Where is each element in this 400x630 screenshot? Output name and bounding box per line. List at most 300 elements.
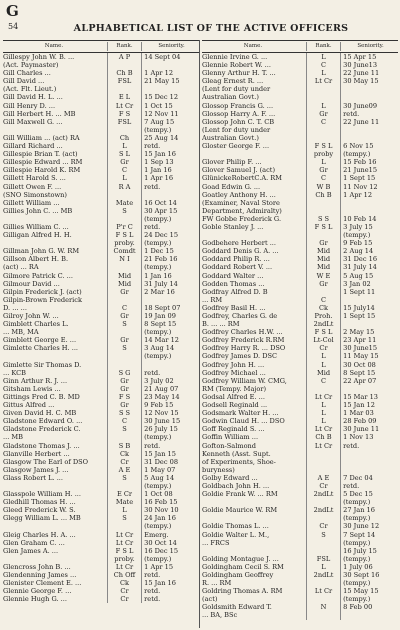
- officer-rank: C: [108, 304, 142, 312]
- officer-seniority: 1 Dec 15: [144, 247, 174, 256]
- officer-seniority: 5 Dec 15: [343, 490, 373, 499]
- officer-rank: [108, 361, 142, 369]
- officer-rank: Cr: [307, 482, 341, 490]
- officer-name: Godfrey William W. CMG,: [202, 377, 307, 385]
- table-row: [202, 320, 398, 328]
- officer-rank: Gr: [307, 239, 341, 247]
- officer-rank: F S L: [307, 328, 341, 336]
- officer-name: ... RM: [202, 296, 307, 304]
- officer-rank: N: [307, 603, 341, 611]
- table-row: [3, 158, 199, 166]
- officer-seniority: [341, 450, 398, 458]
- officer-seniority: [341, 207, 398, 215]
- officer-rank: [108, 215, 142, 223]
- officer-seniority: (tempy.): [343, 554, 371, 563]
- officer-rank: F S L: [307, 223, 341, 231]
- officer-rank: C: [307, 377, 341, 385]
- left-table-header: [3, 40, 199, 53]
- officer-name: buryness): [202, 466, 307, 474]
- officer-name: Gilpin-Brown Frederick: [3, 296, 108, 304]
- officer-name: Gillies John C. ... MB: [3, 207, 108, 215]
- table-row: [202, 539, 398, 547]
- table-row: [202, 344, 398, 352]
- officer-rank: L: [307, 361, 341, 369]
- table-row: [202, 450, 398, 458]
- officer-rank: FSL: [108, 118, 142, 126]
- officer-name: Godfrey Michael ...: [202, 369, 307, 377]
- officer-seniority: [341, 458, 398, 466]
- officer-rank: S: [108, 344, 142, 352]
- officer-rank: proby: [307, 150, 341, 158]
- table-row: [3, 466, 199, 474]
- officer-rank: FSL: [307, 555, 341, 563]
- officer-rank: E L: [108, 93, 142, 101]
- officer-rank: F S: [108, 393, 142, 401]
- officer-rank: S G: [108, 369, 142, 377]
- table-row: [202, 466, 398, 474]
- officer-rank: [307, 134, 341, 142]
- right-table-body: [202, 53, 398, 620]
- officer-name: [3, 522, 108, 530]
- officer-seniority: 1 Sept 15: [343, 174, 376, 183]
- officer-name: Godfrey Basil H. ...: [202, 304, 307, 312]
- officer-name: Goldie Thomas L. ...: [202, 522, 307, 530]
- officer-seniority: 21 Aug 07: [144, 384, 179, 393]
- officer-rank: Ck: [307, 304, 341, 312]
- table-row: [202, 352, 398, 360]
- table-row: [3, 142, 199, 150]
- table-row: [202, 272, 398, 280]
- table-row: [202, 401, 398, 409]
- table-row: [202, 231, 398, 239]
- officer-name: [202, 498, 307, 506]
- table-row: [3, 458, 199, 466]
- name-column-header: Name.: [202, 42, 307, 50]
- officer-name: Gimlette Sir Thomas D.: [3, 361, 108, 369]
- table-row: [3, 53, 199, 61]
- officer-seniority: 1 Sept 11: [343, 287, 376, 296]
- officer-name: Godfrey Harry R. ... DSO: [202, 344, 307, 352]
- officer-rank: C: [307, 296, 341, 304]
- table-row: [3, 579, 199, 587]
- officer-name: (Lent for duty under: [202, 126, 307, 134]
- table-row: [3, 369, 199, 377]
- officer-name: Gillard Richard ...: [3, 142, 108, 150]
- officer-name: Goldsmith Edward T.: [202, 603, 307, 611]
- officer-rank: Cr: [307, 522, 341, 530]
- table-row: [202, 223, 398, 231]
- officer-seniority: 12 Nov 15: [144, 409, 179, 418]
- officer-seniority: 30 June 11: [343, 425, 380, 434]
- officer-name: Godsell Reginald ...: [202, 401, 307, 409]
- officer-name: [3, 126, 108, 134]
- officer-name: Glanville Herbert ...: [3, 450, 108, 458]
- officer-rank: FSL: [108, 77, 142, 85]
- officer-rank: [108, 296, 142, 304]
- officer-seniority: 30 May 15: [343, 77, 379, 86]
- officer-name: [3, 352, 108, 360]
- officer-rank: [108, 522, 142, 530]
- table-row: [3, 344, 199, 352]
- officer-rank: L: [108, 142, 142, 150]
- table-row: [3, 328, 199, 336]
- officer-rank: S: [307, 531, 341, 539]
- table-row: [3, 134, 199, 142]
- table-row: [3, 514, 199, 522]
- officer-name: Godsal Alfred E. ...: [202, 393, 307, 401]
- officer-seniority: 2 May 15: [343, 328, 375, 337]
- officer-rank: F S L: [108, 231, 142, 239]
- officer-rank: Lt Cr: [307, 77, 341, 85]
- officer-name: Godfrey James D. DSC: [202, 352, 307, 360]
- table-row: [3, 377, 199, 385]
- officer-name: Goffin William ...: [202, 433, 307, 441]
- officer-seniority: 31 July 14: [144, 279, 178, 288]
- table-row: [3, 312, 199, 320]
- officer-rank: N I: [108, 255, 142, 263]
- officer-seniority: 31 Dec 16: [343, 255, 378, 264]
- officer-seniority: retd.: [144, 182, 161, 191]
- officer-rank: S: [108, 474, 142, 482]
- officer-name: Gilpin Frederick J. (act): [3, 288, 108, 296]
- officer-rank: [307, 288, 341, 296]
- officer-name: [202, 514, 307, 522]
- officer-name: GlünickeRobertC.A. RM: [202, 174, 307, 182]
- table-row: [202, 377, 398, 385]
- officer-seniority: [341, 611, 398, 619]
- officer-rank: L: [307, 158, 341, 166]
- officer-name: Australian Govt.): [202, 134, 307, 142]
- officer-rank: Proh.: [307, 312, 341, 320]
- officer-name: of Experiments, Shoe-: [202, 458, 307, 466]
- officer-name: Gillson Albert H. B.: [3, 255, 108, 263]
- officer-rank: [307, 93, 341, 101]
- officer-name: Goldie Maurice W. RM: [202, 506, 307, 514]
- officer-seniority: 30 June09: [343, 101, 378, 110]
- officer-seniority: (tempy.): [144, 328, 172, 337]
- table-row: [202, 118, 398, 126]
- table-row: [202, 587, 398, 595]
- officer-rank: C: [108, 417, 142, 425]
- officer-rank: [307, 547, 341, 555]
- officer-rank: C: [307, 61, 341, 69]
- officer-seniority: 15 Jan 12: [343, 401, 375, 410]
- officer-rank: A P: [108, 53, 142, 61]
- officer-rank: [307, 126, 341, 134]
- officer-name: Golding Montague J. ...: [202, 555, 307, 563]
- officer-seniority: 24 Dec 15: [144, 231, 179, 240]
- table-row: [3, 409, 199, 417]
- table-row: [202, 328, 398, 336]
- officer-name: (act) ... RA: [3, 263, 108, 271]
- officer-rank: S: [108, 425, 142, 433]
- officer-seniority: 3 Aug 14: [144, 344, 175, 353]
- table-row: [3, 506, 199, 514]
- officer-seniority: 30 Sept 16: [343, 571, 380, 579]
- officer-name: Gilroy John W. ...: [3, 312, 108, 320]
- officer-rank: C: [108, 166, 142, 174]
- officer-rank: proby.: [108, 555, 142, 563]
- name-column-header: Name.: [3, 42, 108, 50]
- officer-rank: Lt Cr: [307, 393, 341, 401]
- officer-seniority: 30 June 15: [144, 417, 181, 426]
- officer-rank: F S L: [108, 547, 142, 555]
- table-row: [3, 126, 199, 134]
- officer-rank: P'r C: [108, 223, 142, 231]
- section-letter: G: [6, 2, 19, 20]
- table-row: [202, 158, 398, 166]
- officer-name: Glegg William L. ... MB: [3, 514, 108, 522]
- officer-rank: [307, 595, 341, 603]
- officer-rank: L: [307, 352, 341, 360]
- officer-rank: Cr: [108, 458, 142, 466]
- officer-seniority: 3 July 02: [144, 376, 174, 385]
- table-row: [3, 482, 199, 490]
- officer-name: Goldie Frank W. ... RM: [202, 490, 307, 498]
- officer-seniority: 22 Apr 07: [343, 376, 377, 385]
- page-header: [0, 0, 400, 40]
- officer-name: Glover Samuel J. (act): [202, 166, 307, 174]
- table-row: [3, 255, 199, 263]
- officer-name: Gill David ...: [3, 77, 108, 85]
- officer-rank: S S: [307, 215, 341, 223]
- table-row: [3, 385, 199, 393]
- left-officer-table: [3, 40, 199, 628]
- officer-name: Glasspole William H. ...: [3, 490, 108, 498]
- officer-name: Gill Charles ...: [3, 69, 108, 77]
- officer-seniority: retd.: [144, 441, 161, 450]
- officer-name: Department, Admiralty): [202, 207, 307, 215]
- officer-rank: [108, 328, 142, 336]
- table-row: [202, 134, 398, 142]
- officer-rank: 2ndLt: [307, 506, 341, 514]
- officer-seniority: [142, 61, 199, 69]
- officer-name: Gillett Owen F. ...: [3, 183, 108, 191]
- officer-name: Gladstone Edward O. ...: [3, 417, 108, 425]
- officer-name: Ginn Arthur R. J. ...: [3, 377, 108, 385]
- table-row: [202, 247, 398, 255]
- officer-seniority: (tempy.): [343, 514, 371, 523]
- officer-seniority: 9 Feb 15: [144, 401, 174, 410]
- officer-rank: [307, 85, 341, 93]
- table-row: [202, 215, 398, 223]
- officer-name: Gill Herbert H. ... MB: [3, 110, 108, 118]
- officer-name: Glossop Francis G. ...: [202, 102, 307, 110]
- officer-name: Goddard Denis G. A. ...: [202, 247, 307, 255]
- officer-name: Glossop John C. T. CB: [202, 118, 307, 126]
- officer-name: Godfrey Frederick R.RM: [202, 336, 307, 344]
- right-table-header: [202, 40, 398, 53]
- officer-rank: Mid: [108, 280, 142, 288]
- table-row: [3, 531, 199, 539]
- officer-rank: Gr: [307, 110, 341, 118]
- table-row: [3, 231, 199, 239]
- officer-seniority: 30 June15: [343, 344, 378, 353]
- officer-rank: Mid: [108, 272, 142, 280]
- officer-seniority: (tempy.): [144, 125, 172, 134]
- officer-name: ... MB, MA: [3, 328, 108, 336]
- table-row: [3, 166, 199, 174]
- table-row: [3, 85, 199, 93]
- officer-seniority: 25 Aug 14: [144, 133, 179, 142]
- table-row: [3, 263, 199, 271]
- officer-rank: Mid: [307, 263, 341, 271]
- officer-rank: 2ndLt: [307, 571, 341, 579]
- officer-name: ... BA, BSc: [202, 611, 307, 619]
- table-row: [202, 498, 398, 506]
- officer-name: Godfrey Charles H.W. ...: [202, 328, 307, 336]
- officer-name: Glasgow James J. ...: [3, 466, 108, 474]
- table-row: [202, 207, 398, 215]
- officer-rank: Mate: [108, 498, 142, 506]
- officer-seniority: [341, 134, 398, 142]
- table-row: [3, 393, 199, 401]
- table-row: [3, 288, 199, 296]
- officer-rank: [108, 263, 142, 271]
- officer-name: Gill David H. L. ...: [3, 93, 108, 101]
- officer-rank: Lt Cr: [108, 531, 142, 539]
- table-row: [3, 571, 199, 579]
- officer-seniority: [341, 296, 398, 304]
- officer-seniority: [341, 126, 398, 134]
- officer-name: Goldie Walter L. M.,: [202, 531, 307, 539]
- table-row: [3, 425, 199, 433]
- officer-name: FW Gobbe Frederick G.: [202, 215, 307, 223]
- officer-seniority: (tempy.): [144, 433, 172, 442]
- officer-name: Gilmour David ...: [3, 280, 108, 288]
- table-row: [3, 247, 199, 255]
- officer-rank: [307, 466, 341, 474]
- table-row: [202, 150, 398, 158]
- table-row: [202, 369, 398, 377]
- officer-rank: Comdt: [108, 247, 142, 255]
- officer-rank: Ch B: [108, 69, 142, 77]
- officer-seniority: 5 Aug 14: [144, 473, 175, 482]
- officer-seniority: 1 Apr 12: [343, 190, 373, 199]
- officer-name: Glencross John B. ...: [3, 563, 108, 571]
- officer-seniority: 23 May 14: [144, 392, 180, 401]
- officer-seniority: 22 June 11: [343, 69, 380, 78]
- officer-seniority: 22 June 11: [343, 117, 380, 126]
- table-row: [3, 563, 199, 571]
- officer-rank: Lt Cr: [108, 539, 142, 547]
- officer-seniority: 15 Feb 16: [343, 158, 377, 167]
- page-title: ALPHABETICAL LIST OF THE ACTIVE OFFICERS: [73, 23, 349, 34]
- officer-rank: [108, 61, 142, 69]
- officer-seniority: 8 Sept 15: [343, 368, 376, 377]
- officer-seniority: Emerg.: [144, 530, 169, 539]
- table-row: [3, 336, 199, 344]
- officer-name: Australian Govt.): [202, 93, 307, 101]
- officer-name: (Act. Paymaster): [3, 61, 108, 69]
- officer-seniority: 26 July 15: [144, 425, 178, 434]
- officer-name: Gittus Alfred ...: [3, 401, 108, 409]
- officer-seniority: 1 Apr 15: [144, 562, 174, 571]
- table-row: [3, 223, 199, 231]
- officer-seniority: 10 Feb 14: [343, 214, 377, 223]
- officer-seniority: 1 Apr 12: [144, 69, 174, 78]
- table-row: [202, 142, 398, 150]
- officer-rank: F S L: [307, 142, 341, 150]
- officer-name: Gleag Ernest R. ...: [202, 77, 307, 85]
- table-row: [3, 280, 199, 288]
- officer-seniority: 30 Oct 14: [144, 538, 177, 547]
- table-row: [3, 102, 199, 110]
- officer-name: (Examiner, Naval Store: [202, 199, 307, 207]
- table-row: [202, 514, 398, 522]
- officer-rank: R A: [108, 183, 142, 191]
- table-row: [3, 304, 199, 312]
- officer-name: Glasgow The Earl of DSO: [3, 458, 108, 466]
- table-row: [3, 352, 199, 360]
- officer-name: (SNO Simonstown): [3, 191, 108, 199]
- officer-name: Glendenning James ...: [3, 571, 108, 579]
- officer-rank: Ch B: [307, 433, 341, 441]
- officer-name: Gleig Charles H. A. ...: [3, 531, 108, 539]
- officer-rank: S: [108, 207, 142, 215]
- officer-seniority: 7 Sept 14: [343, 530, 376, 539]
- officer-rank: C: [307, 118, 341, 126]
- officer-seniority: 21 June15: [343, 166, 378, 175]
- officer-name: Gillett Harold S. ...: [3, 174, 108, 182]
- officer-name: [202, 547, 307, 555]
- officer-name: Glover Philip F. ...: [202, 158, 307, 166]
- officer-rank: L: [307, 69, 341, 77]
- officer-seniority: [341, 385, 398, 393]
- table-row: [202, 555, 398, 563]
- officer-name: Gillespie Harold K. RM: [3, 166, 108, 174]
- table-row: [202, 174, 398, 182]
- officer-rank: L: [108, 506, 142, 514]
- officer-seniority: 19 Jan 09: [144, 312, 176, 320]
- officer-rank: L: [307, 102, 341, 110]
- officer-seniority: 30 Apr 15: [144, 206, 178, 215]
- officer-name: Kenneth (Asst. Supt.: [202, 450, 307, 458]
- officer-seniority: 6 Nov 15: [343, 142, 374, 151]
- officer-rank: Mate: [108, 199, 142, 207]
- officer-name: [202, 150, 307, 158]
- officer-seniority: retd.: [343, 481, 360, 490]
- officer-seniority: (tempy.): [144, 263, 172, 272]
- table-row: [202, 304, 398, 312]
- officer-rank: Gr: [108, 158, 142, 166]
- table-row: [202, 490, 398, 498]
- table-row: [3, 77, 199, 85]
- officer-rank: [307, 611, 341, 619]
- table-row: [3, 150, 199, 158]
- officer-seniority: 16 Dec 15: [144, 546, 179, 555]
- officer-seniority: retd.: [144, 368, 161, 377]
- officer-name: Glennie Hugh G. ...: [3, 595, 108, 603]
- table-row: [202, 102, 398, 110]
- officer-rank: Ck: [108, 579, 142, 587]
- officer-seniority: [142, 296, 199, 304]
- table-row: [3, 191, 199, 199]
- table-row: [3, 93, 199, 101]
- table-row: [202, 361, 398, 369]
- rank-column-header: Rank.: [108, 42, 142, 50]
- page-number: 54: [8, 22, 19, 31]
- officer-seniority: 1 Oct 15: [144, 101, 173, 110]
- officer-rank: S S: [108, 409, 142, 417]
- officer-seniority: retd.: [343, 109, 360, 118]
- officer-name: ... MB: [3, 433, 108, 441]
- officer-rank: Lt Cr: [108, 102, 142, 110]
- table-row: [3, 555, 199, 563]
- officer-seniority: [142, 361, 199, 369]
- officer-name: Gill Maxwell G. ...: [3, 118, 108, 126]
- officer-rank: [307, 579, 341, 587]
